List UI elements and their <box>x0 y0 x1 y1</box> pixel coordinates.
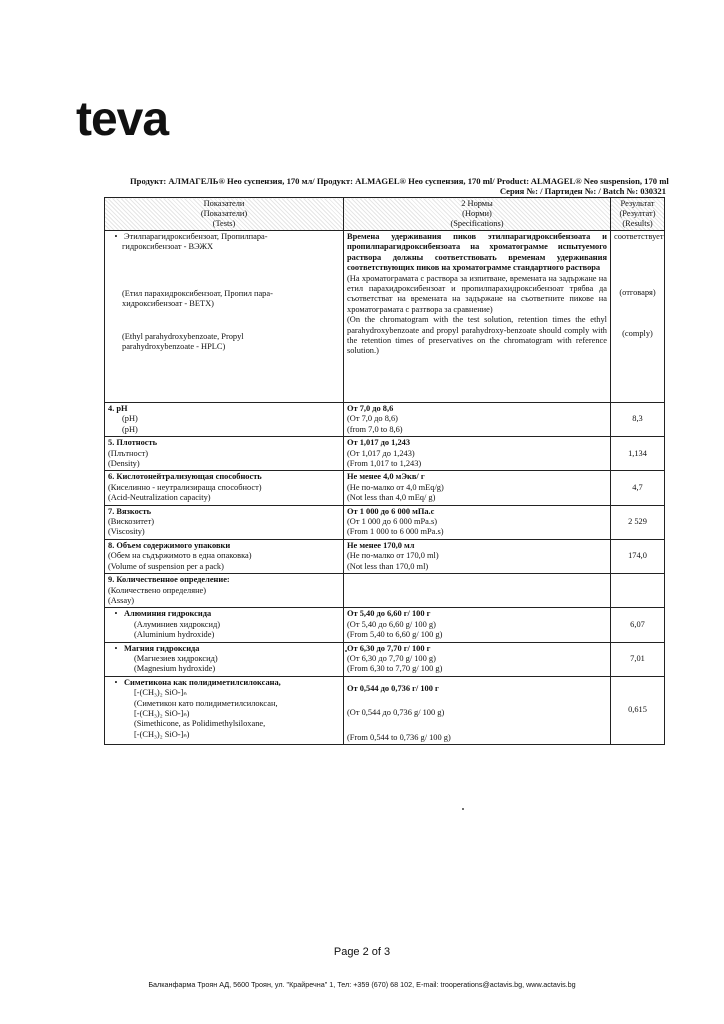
column-header-results: Результат (Резултат) (Results) <box>611 198 665 231</box>
table-row <box>105 642 665 676</box>
test-cell: • Алюминия гидроксида (Алуминиев хидроксид) (Aluminium hydroxide) <box>105 608 344 642</box>
column-header-tests: Показатели (Показатели) (Tests) <box>105 198 344 231</box>
table-header-row <box>105 198 665 231</box>
spec-cell: От 1 000 до 6 000 мПа.с (От 1 000 до 6 000 mPa.s) (From 1 000 to 6 000 mPa.s) <box>344 505 611 539</box>
result-cell: 0,615 <box>611 676 665 744</box>
result-cell: 2 529 <box>611 505 665 539</box>
spec-cell: От 5,40 до 6,60 г/ 100 г (От 5,40 до 6,60 g/ 100 g) (From 5,40 to 6,60 g/ 100 g) <box>344 608 611 642</box>
table-row <box>105 574 665 608</box>
bullet-icon: • <box>114 232 118 241</box>
spec-cell: Не менее 4,0 мЭкв/ г (Не по-малко от 4,0 mEq/g) (Not less than 4,0 mEq/ g) <box>344 471 611 505</box>
test-cell: • Магния гидроксида (Магнезиев хидроксид) (Magnesium hydroxide) <box>105 642 344 676</box>
spec-cell <box>344 574 611 608</box>
spec-cell: От 1,017 до 1,243 (От 1,017 до 1,243) (From 1,017 to 1,243) <box>344 437 611 471</box>
table-row <box>105 231 665 403</box>
table-row <box>105 403 665 437</box>
spec-cell: От 0,544 до 0,736 г/ 100 г (От 0,544 до 0,736 g/ 100 g) (From 0,544 to 0,736 g/ 100 g) <box>344 676 611 744</box>
result-cell: соответствует (отговаря) (comply) <box>611 231 665 403</box>
batch-number-line: Серия №: / Партиден №: / Batch №: 030321 <box>499 186 666 196</box>
logo-text: teva <box>76 93 169 146</box>
test-cell: 7. Вязкость (Вискозитет) (Viscosity) <box>105 505 344 539</box>
bullet-icon: • <box>114 677 118 687</box>
result-cell: 1,134 <box>611 437 665 471</box>
test-cell: • Этилпарагидроксибензоат, Пропилпара- гидроксибензоат - ВЭЖХ (Етил парахидроксибензоат, Пропил пара- хидроксибензоат - ВЕТХ) (Ethyl parahydroxybenzoate, Propyl parahydroxybenzoate - HPLC) <box>105 231 344 403</box>
result-cell: 7,01 <box>611 642 665 676</box>
spec-cell: От 6,30 до 7,70 г/ 100 г (От 6,30 до 7,70 g/ 100 g) (From 6,30 to 7,70 g/ 100 g) <box>344 642 611 676</box>
result-cell: 4,7 <box>611 471 665 505</box>
scan-speck <box>345 650 347 652</box>
test-cell: 4. pH (pH) (pH) <box>105 403 344 437</box>
result-cell: 174,0 <box>611 539 665 573</box>
page-number: Page 2 of 3 <box>333 946 391 958</box>
table-row <box>105 608 665 642</box>
table-row <box>105 471 665 505</box>
result-cell: 6,07 <box>611 608 665 642</box>
table-row <box>105 676 665 744</box>
footer-address: Балканфарма Троян АД, 5600 Троян, ул. "Крайречна" 1, Тел: +359 (670) 68 102, E-mail: trooperations@actavis.bg, www.actavis.bg <box>148 980 576 989</box>
test-cell: 5. Плотность (Плътност) (Density) <box>105 437 344 471</box>
spec-cell: От 7,0 до 8,6 (От 7,0 до 8,6) (from 7,0 to 8,6) <box>344 403 611 437</box>
column-header-specifications: 2 Нормы (Норми) (Specifications) <box>344 198 611 231</box>
scan-speck <box>462 808 464 810</box>
bullet-icon: • <box>114 643 118 653</box>
result-cell: 8,3 <box>611 403 665 437</box>
teva-logo <box>76 93 169 146</box>
test-cell: 8. Объем содержимого упаковки (Обем на съдържимото в една опаковка) (Volume of suspension per a pack) <box>105 539 344 573</box>
test-cell: • Симетикона как полидиметилсилоксана, [-(CH₃)₂ SiO-]ₙ (Симетикон като полидиметилсилоксан, [-(CH₃)₂ SiO-]ₙ) (Simethicone, as Polidimethylsiloxane, [-(CH₃)₂ SiO-]ₙ) <box>105 676 344 744</box>
table-row <box>105 539 665 573</box>
table-row <box>105 505 665 539</box>
spec-cell: Времена удерживания пиков этилпарагидроксибензоата и пропилпарагидроксибензоата на хроматограмме испытуемого раствора должны соответствовать временам удерживания соответствующих пиков на хроматограмме стандартного раствора (На хроматограмата с раствора за изпитване, времената на задържане на етил парахидроксибензоат и пропилпарахидроксибензоат трябва да съответстват на времената на задържане на съответните пикове на хроматограмата с разтвора за сравнение) (On the chromatogram with the test solution, retention times the ethyl parahydroxybenzoate and propyl parahydroxy-benzoate should comply with the retention times of preservatives on the chromatogram with reference solution.) <box>344 231 611 403</box>
specification-table <box>104 197 665 745</box>
bullet-icon: • <box>114 609 118 619</box>
table-row <box>105 437 665 471</box>
result-cell <box>611 574 665 608</box>
test-cell: 6. Кислотонейтрализующая способность (Киселинно - неутрализираща способност) (Acid-Neutralization capacity) <box>105 471 344 505</box>
test-cell: 9. Количественное определение: (Количествено определяне) (Assay) <box>105 574 344 608</box>
spec-cell: Не менее 170,0 мл (Не по-малко от 170,0 ml) (Not less than 170,0 ml) <box>344 539 611 573</box>
product-line: Продукт: АЛМАГЕЛЬ® Нео суспензия, 170 мл/ Продукт: ALMAGEL® Нео суспензия, 170 ml/ Product: ALMAGEL® Neo suspension, 170 ml <box>130 176 669 186</box>
